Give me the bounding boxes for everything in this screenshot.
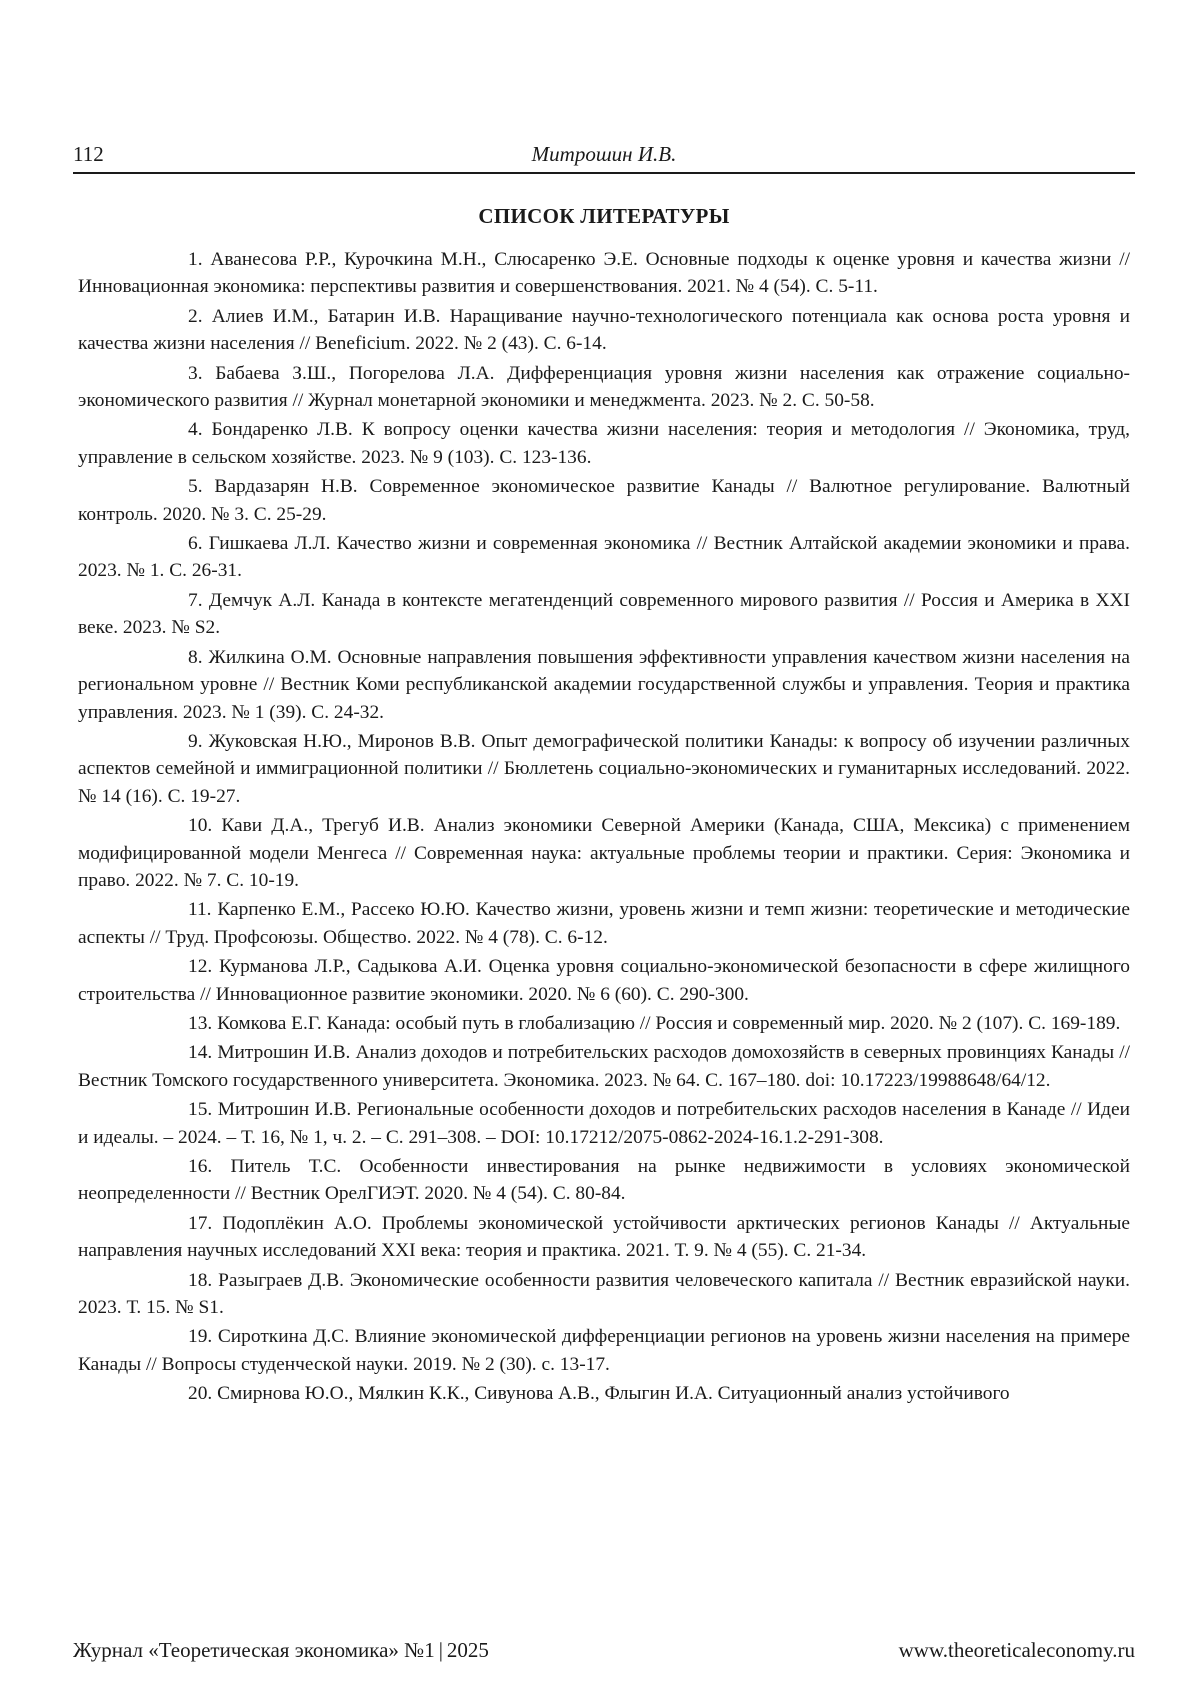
reference-number: 15. (133, 1096, 212, 1123)
reference-number: 20. (133, 1380, 212, 1407)
reference-item (78, 1010, 1130, 1037)
reference-number: 14. (133, 1039, 212, 1066)
reference-item (78, 896, 1130, 951)
reference-number: 9. (133, 728, 203, 755)
reference-item (78, 812, 1130, 894)
reference-item (78, 587, 1130, 642)
reference-text: Кави Д.А., Трегуб И.В. Анализ экономики Северной Америки (Канада, США, Мексика) с применением модифицированной модели Менгеса // Современная наука: актуальные проблемы теории и практики. Серия: Экономика и право. 2022. № 7. С. 10-19. (78, 815, 1130, 891)
reference-item (78, 473, 1130, 528)
page-number: 112 (73, 142, 104, 167)
reference-text: Сироткина Д.С. Влияние экономической дифференциации регионов на уровень жизни населения на примере Канады // Вопросы студенческой науки. 2019. № 2 (30). с. 13-17. (78, 1326, 1130, 1374)
reference-number: 19. (133, 1323, 212, 1350)
reference-number: 5. (133, 473, 203, 500)
reference-list (78, 246, 1130, 1410)
reference-item (78, 1380, 1130, 1407)
journal-page (0, 0, 1200, 1697)
reference-item (78, 1153, 1130, 1208)
reference-text: Бондаренко Л.В. К вопросу оценки качества жизни населения: теория и методология // Экономика, труд, управление в сельском хозяйстве. 2023. № 9 (103). С. 123-136. (78, 419, 1130, 467)
reference-item (78, 416, 1130, 471)
journal-name: Журнал «Теоретическая экономика» №1 (73, 1638, 435, 1662)
reference-item (78, 644, 1130, 726)
reference-item (78, 1096, 1130, 1151)
reference-number: 6. (133, 530, 203, 557)
reference-item (78, 1323, 1130, 1378)
reference-number: 16. (133, 1153, 212, 1180)
reference-text: Вардазарян Н.В. Современное экономическое развитие Канады // Валютное регулирование. Валютный контроль. 2020. № 3. С. 25-29. (78, 476, 1130, 524)
reference-text: Демчук А.Л. Канада в контексте мегатенденций современного мирового развития // Россия и Америка в XXI веке. 2023. № S2. (78, 590, 1130, 638)
reference-number: 7. (133, 587, 203, 614)
reference-number: 2. (133, 303, 203, 330)
reference-item (78, 1210, 1130, 1265)
reference-number: 1. (133, 246, 203, 273)
reference-text: Алиев И.М., Батарин И.В. Наращивание научно-технологического потенциала как основа роста уровня и качества жизни населения // Beneficium. 2022. № 2 (43). С. 6-14. (78, 306, 1130, 354)
reference-item (78, 1267, 1130, 1322)
reference-text: Разыграев Д.В. Экономические особенности развития человеческого капитала // Вестник евразийской науки. 2023. Т. 15. № S1. (78, 1270, 1130, 1318)
journal-website: www.theoreticaleconomy.ru (899, 1638, 1135, 1663)
reference-text: Гишкаева Л.Л. Качество жизни и современная экономика // Вестник Алтайской академии экономики и права. 2023. № 1. С. 26-31. (78, 533, 1130, 581)
reference-text: Митрошин И.В. Анализ доходов и потребительских расходов домохозяйств в северных провинциях Канады // Вестник Томского государственного университета. Экономика. 2023. № 64. С. 167–180. doi: 10.17223/19988648/64/12. (78, 1042, 1130, 1090)
reference-text: Митрошин И.В. Региональные особенности доходов и потребительских расходов населения в Канаде // Идеи и идеалы. – 2024. – Т. 16, № 1, ч. 2. – С. 291–308. – DOI: 10.17212/2075-0862-2024-16.1.2-291-308. (78, 1099, 1130, 1147)
running-header (73, 142, 1135, 174)
reference-number: 4. (133, 416, 203, 443)
reference-item (78, 303, 1130, 358)
reference-item (78, 728, 1130, 810)
journal-year: 2025 (447, 1638, 489, 1662)
reference-number: 8. (133, 644, 203, 671)
reference-item (78, 360, 1130, 415)
reference-text: Бабаева З.Ш., Погорелова Л.А. Дифференциация уровня жизни населения как отражение социально-экономического развития // Журнал монетарной экономики и менеджмента. 2023. № 2. С. 50-58. (78, 363, 1130, 411)
reference-item (78, 953, 1130, 1008)
reference-text: Курманова Л.Р., Садыкова А.И. Оценка уровня социально-экономической безопасности в сфере жилищного строительства // Инновационное развитие экономики. 2020. № 6 (60). С. 290-300. (78, 956, 1130, 1004)
reference-item (78, 530, 1130, 585)
reference-number: 10. (133, 812, 212, 839)
reference-number: 18. (133, 1267, 212, 1294)
reference-number: 12. (133, 953, 212, 980)
section-title: СПИСОК ЛИТЕРАТУРЫ (73, 204, 1135, 229)
reference-text: Аванесова Р.Р., Курочкина М.Н., Слюсаренко Э.Е. Основные подходы к оценке уровня и качества жизни // Инновационная экономика: перспективы развития и совершенствования. 2021. № 4 (54). С. 5-11. (78, 249, 1130, 297)
reference-item (78, 1039, 1130, 1094)
reference-text: Карпенко Е.М., Рассеко Ю.Ю. Качество жизни, уровень жизни и темп жизни: теоретические и методические аспекты // Труд. Профсоюзы. Общество. 2022. № 4 (78). С. 6-12. (78, 899, 1130, 947)
running-author: Митрошин И.В. (73, 142, 1135, 167)
reference-text: Подоплёкин А.О. Проблемы экономической устойчивости арктических регионов Канады // Актуальные направления научных исследований XXI века: теория и практика. 2021. Т. 9. № 4 (55). С. 21-34. (78, 1213, 1130, 1261)
reference-text: Комкова Е.Г. Канада: особый путь в глобализацию // Россия и современный мир. 2020. № 2 (107). С. 169-189. (217, 1013, 1120, 1034)
reference-number: 17. (133, 1210, 212, 1237)
reference-item (78, 246, 1130, 301)
reference-number: 13. (133, 1010, 212, 1037)
footer-separator: | (435, 1638, 447, 1662)
reference-text: Жуковская Н.Ю., Миронов В.В. Опыт демографической политики Канады: к вопросу об изучении различных аспектов семейной и иммиграционной политики // Бюллетень социально-экономических и гуманитарных исследований. 2022. № 14 (16). С. 19-27. (78, 731, 1130, 807)
journal-info (73, 1638, 489, 1663)
reference-text: Жилкина О.М. Основные направления повышения эффективности управления качеством жизни населения на региональном уровне // Вестник Коми республиканской академии государственной службы и управления. Теория и практика управления. 2023. № 1 (39). С. 24-32. (78, 647, 1130, 723)
reference-text: Питель Т.С. Особенности инвестирования на рынке недвижимости в условиях экономической неопределенности // Вестник ОрелГИЭТ. 2020. № 4 (54). С. 80-84. (78, 1156, 1130, 1204)
reference-number: 3. (133, 360, 203, 387)
reference-number: 11. (133, 896, 212, 923)
reference-text: Смирнова Ю.О., Мялкин К.К., Сивунова А.В., Флыгин И.А. Ситуационный анализ устойчивого (217, 1383, 1010, 1404)
